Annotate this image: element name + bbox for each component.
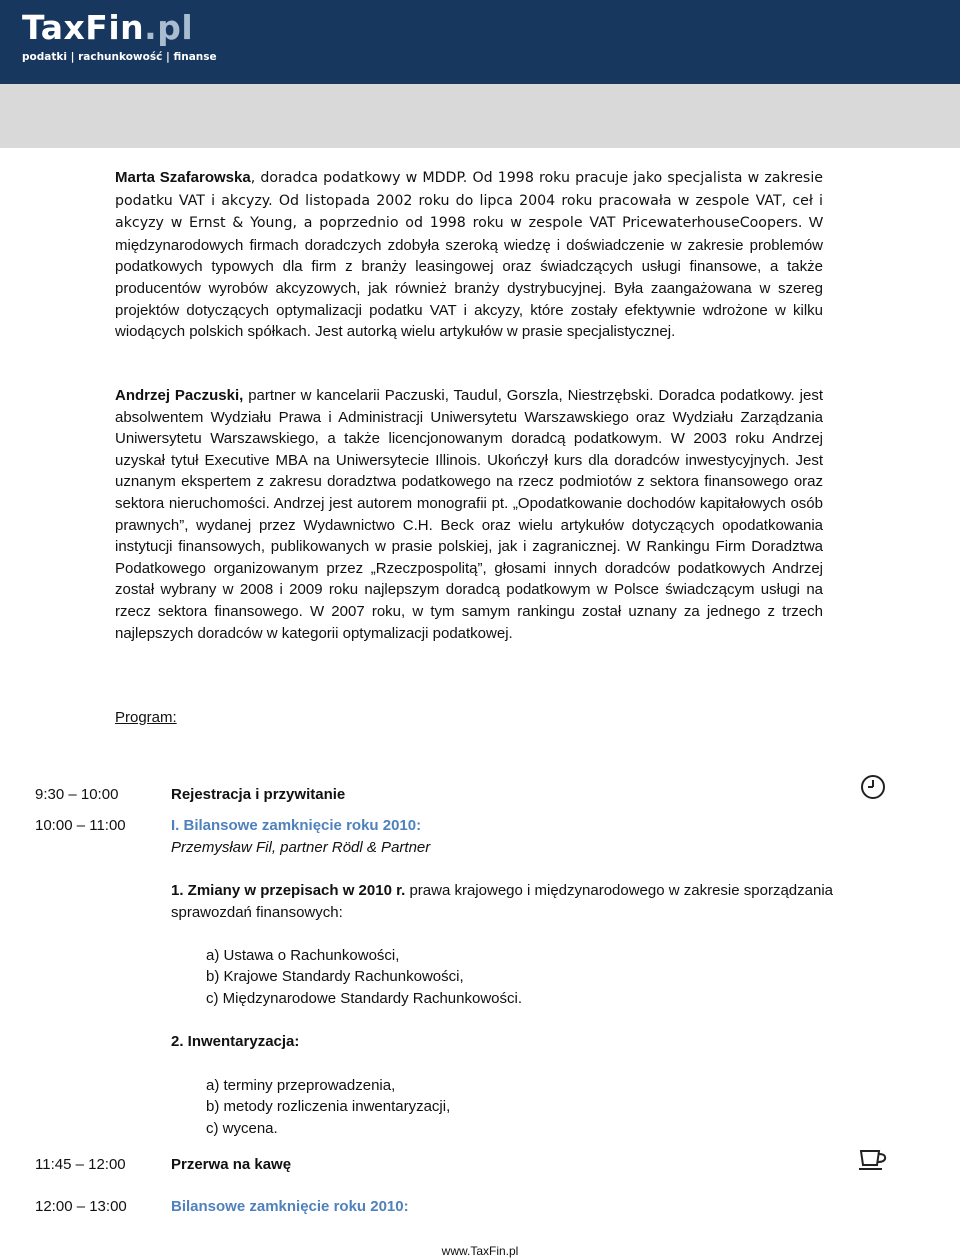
agenda-item-text: prawa krajowego i międzynarodowego w zakresie sporządzania sprawozdań finansowych: <box>171 882 834 921</box>
coffee-cup-icon <box>858 1147 888 1173</box>
agenda-subitem: c) Międzynarodowe Standardy Rachunkowości. <box>206 990 522 1007</box>
slot-title: Bilansowe zamknięcie roku 2010: <box>171 1198 409 1215</box>
agenda-subitem: b) Krajowe Standardy Rachunkowości, <box>206 968 464 985</box>
agenda-subitem: a) terminy przeprowadzenia, <box>206 1077 396 1094</box>
bio-andrzej-paczuski <box>115 385 823 644</box>
logo-tagline: podatki | rachunkowość | finanse <box>22 51 217 63</box>
bio-text-sans: , doradca podatkowy w MDDP. Od 1998 roku pracuje jako specjalista w zakresie podatku VAT i akcyzy. Od listopada 2002 roku do lipca 2004 roku pracowała w zespole VAT, ceł i akcyzy w Ernst & Young, a poprzednio od 1998 roku w zespole VAT PricewaterhouseCoopers. <box>115 170 823 232</box>
logo-domain-text: .pl <box>144 8 194 47</box>
logo-wordmark <box>22 8 217 48</box>
taxfin-logo[interactable] <box>22 8 217 64</box>
footer-url[interactable]: www.TaxFin.pl <box>441 1244 519 1258</box>
agenda-subitem: a) Ustawa o Rachunkowości, <box>206 947 400 964</box>
agenda-item-2-heading: 2. Inwentaryzacja: <box>171 1033 300 1050</box>
header-bar <box>0 0 960 84</box>
agenda-item-heading: 1. Zmiany w przepisach w 2010 r. <box>171 882 406 899</box>
bio-name: Andrzej Paczuski, <box>115 387 244 404</box>
bio-text: partner w kancelarii Paczuski, Taudul, Gorszla, Niestrzębski. Doradca podatkowy. jest absolwentem Wydziału Prawa i Administracji Uniwersytetu Warszawskiego oraz Wydziału Zarządzania Uniwersytetu Warszawskiego, a także licencjonowanym doradcą podatkowym. W 2003 roku Andrzej uzyskał tytuł Executive MBA na Uniwersytecie Illinois. Ukończył kurs dla doradców inwestycyjnych. Jest uznanym ekspertem z zakresu doradztwa podatkowego na rzecz podmiotów z sektora finansowego oraz sektora nieruchomości. Andrzej jest autorem monografii pt. „Opodatkowanie dochodów kapitałowych osób prawnych”, wydanej przez Wydawnictwo C.H. Beck oraz wielu artykułów dotyczących opodatkowania instytucji finansowych, publikowanych w prasie polskiej, jak i zagranicznej. W Rankingu Firm Doradztwa Podatkowego organizowanym przez „Rzeczpospolitą”, głosami innych doradców podatkowych Andrzej został wybrany w 2008 i 2009 roku najlepszym doradcą podatkowym w Polsce świadczącym usługi na rzecz sektora finansowego. W 2007 roku, w tym samym rankingu został uznany za jednego z trzech najlepszych doradców w kategorii optymalizacji podatkowej. <box>115 387 823 642</box>
agenda-item-1 <box>171 880 893 923</box>
clock-icon <box>860 774 886 800</box>
slot-title: Przerwa na kawę <box>171 1156 292 1173</box>
logo-main-text: TaxFin <box>22 8 145 47</box>
program-title: Program: <box>115 709 177 726</box>
slot-time: 9:30 – 10:00 <box>35 786 119 803</box>
agenda-subitem: b) metody rozliczenia inwentaryzacji, <box>206 1098 451 1115</box>
slot-title: Rejestracja i przywitanie <box>171 786 346 803</box>
slot-time: 12:00 – 13:00 <box>35 1198 127 1215</box>
bio-text: W międzynarodowych firmach doradczych zdobyła szeroką wiedzę i doświadczenie w zakresie problemów podatkowych typowych dla firm z branży leasingowej oraz świadczących usługi finansowe, a także producentów wyrobów akcyzowych, jak również branży dystrybucyjnej. Była zaangażowana w szereg projektów dotyczących optymalizacji podatku VAT i akcyzy, które zostały efektywnie wdrożone w kilku wiodących polskich spółkach. Jest autorką wielu artykułów w prasie specjalistycznej. <box>115 214 823 341</box>
bio-name: Marta Szafarowska <box>115 169 251 186</box>
slot-title: I. Bilansowe zamknięcie roku 2010: <box>171 817 422 834</box>
bio-marta-szafarowska <box>115 167 823 343</box>
agenda-subitem: c) wycena. <box>206 1120 278 1137</box>
slot-time: 10:00 – 11:00 <box>35 817 126 834</box>
slot-time: 11:45 – 12:00 <box>35 1156 126 1173</box>
header-subbar <box>0 84 960 148</box>
slot-speaker: Przemysław Fil, partner Rödl & Partner <box>171 839 431 856</box>
